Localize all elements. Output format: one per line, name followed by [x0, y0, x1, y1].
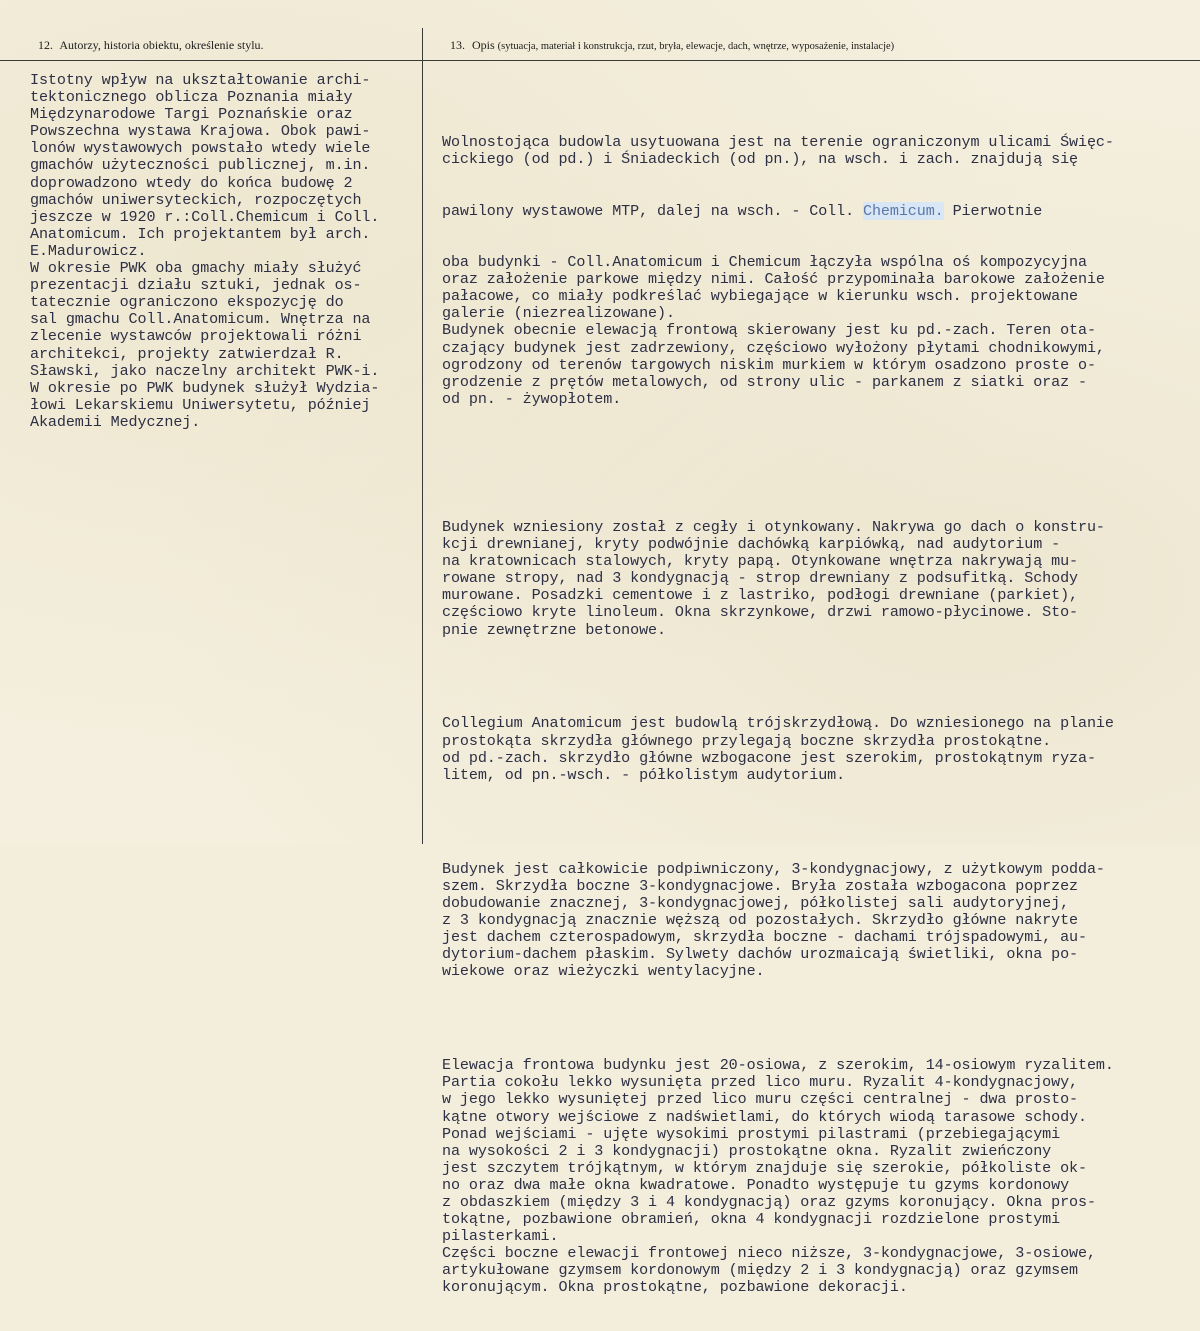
text-line: doprowadzono wtedy do końca budowę 2 — [30, 173, 353, 192]
text-line: jest szczytem trójkątnym, w którym znajduje się szerokie, półkoliste ok- — [442, 1158, 1087, 1177]
text-line: kątne otwory wejściowe z nadświetlami, do których wiodą tarasowe schody. — [442, 1107, 1087, 1126]
text-line: oba budynki - Coll.Anatomicum i Chemicum łączyła wspólna oś kompozycyjna — [442, 253, 1087, 272]
text-line: prezentacji działu sztuki, jednak os- — [30, 276, 362, 295]
text-line: W okresie po PWK budynek służył Wydzia- — [30, 378, 380, 397]
text-line: Części boczne elewacji frontowej nieco niższe, 3-kondygnacjowe, 3-osiowe, — [442, 1244, 1096, 1263]
text-line: Collegium Anatomicum jest budowlą trójskrzydłową. Do wzniesionego na planie — [442, 714, 1114, 733]
text-line: Partia cokołu lekko wysunięta przed lico muru. Ryzalit 4-kondygnacjowy, — [442, 1073, 1078, 1092]
text-line: jest dachem czterospadowym, skrzydła boczne - dachami trójspadowymi, au- — [442, 928, 1087, 947]
text-line: z 3 kondygnacją znacznie węższą od pozostałych. Skrzydło główne nakryte — [442, 911, 1078, 929]
description-paragraph-situation — [442, 100, 1114, 442]
authors-history-text — [30, 72, 379, 431]
text-line: na wysokości 2 i 3 kondygnacji) prostokątne okna. Ryzalit zwieńczony — [442, 1141, 1052, 1160]
description-paragraph-mass — [442, 861, 1114, 981]
description-paragraph-materials — [442, 519, 1114, 639]
text-line: W okresie PWK oba gmachy miały służyć — [30, 259, 362, 278]
text-line: architekci, projekty zatwierdzał R. — [30, 344, 344, 363]
description-text — [442, 66, 1114, 1331]
text-line: pałacowe, co miały podkreślać wybiegające w kierunku wsch. projektowane — [442, 287, 1078, 306]
text-line: tatecznie ograniczono ekspozycję do — [30, 293, 344, 312]
text-line: litem, od pn.-wsch. - półkolistym audytorium. — [442, 765, 846, 784]
text-line: grodzenie z prętów metalowych, od strony ulic - parkanem z siatki oraz - — [442, 372, 1087, 391]
text-line: łowi Lekarskiemu Uniwersytetu, później — [30, 395, 371, 414]
text-line: no oraz dwa małe okna kwadratowe. Ponadto występuje tu gzyms kordonowy — [442, 1175, 1070, 1194]
text-line: E.Madurowicz. — [30, 241, 147, 260]
text-line: tektonicznego oblicza Poznania miały — [30, 88, 353, 107]
text-line: Elewacja frontowa budynku jest 20-osiowa, z szerokim, 14-osiowym ryzalitem. — [442, 1056, 1114, 1075]
text-line: gmachów użyteczności publicznej, m.in. — [30, 156, 371, 175]
text-line: Budynek jest całkowicie podpiwniczony, 3-kondygnacjowy, z użytkowym podda- — [442, 859, 1105, 878]
text-line: od pd.-zach. skrzydło główne wzbogacone jest szerokim, prostokątnym ryza- — [442, 748, 1096, 767]
text-line: na kratownicach stalowych, kryty papą. Otynkowane wnętrza nakrywają mu- — [442, 552, 1078, 571]
text-line: gmachów uniwersyteckich, rozpoczętych — [30, 190, 362, 209]
text-line: od pn. - żywopłotem. — [442, 389, 622, 408]
text-line: Anatomicum. Ich projektantem był arch. — [30, 224, 371, 243]
text-line: ogrodzony od terenów targowych niskim murkiem w którym osadzono proste o- — [442, 355, 1096, 374]
header-rule — [0, 60, 1200, 61]
text-line: koronującym. Okna prostokątne, pozbawione dekoracji. — [442, 1278, 908, 1297]
text-line: tokątne, pozbawione obramień, okna 4 kondygnacji rozdzielone prostymi — [442, 1210, 1061, 1229]
text-line: Budynek obecnie elewacją frontową skierowany jest ku pd.-zach. Teren ota- — [442, 321, 1096, 340]
section-12-header — [38, 38, 264, 53]
text-line: dobudowanie znacznej, 3-kondygnacjowej, półkolistej sali audytoryjnej, — [442, 893, 1070, 912]
text-line: dytorium-dachem płaskim. Sylwety dachów urozmaicają świetliki, okna po- — [442, 945, 1078, 964]
text-line: sal gmachu Coll.Anatomicum. Wnętrza na — [30, 310, 371, 329]
text-line: murowane. Posadzki cementowe i z lastriko, podłogi drewniane (parkiet), — [442, 586, 1078, 605]
text-line: jeszcze w 1920 r.:Coll.Chemicum i Coll. — [30, 207, 380, 226]
text-line: Powszechna wystawa Krajowa. Obok pawi- — [30, 122, 371, 141]
text-line: z obdaszkiem (między 3 i 4 kondygnacją) oraz gzyms koronujący. Okna pros- — [442, 1193, 1096, 1211]
text-line: rowane stropy, nad 3 kondygnacją - strop drewniany z podsufitką. Schody — [442, 569, 1078, 588]
text-line: kcji drewnianej, kryty podwójnie dachówką karpiówką, nad audytorium - — [442, 535, 1061, 554]
text-line: Wolnostojąca budowla usytuowana jest na terenie ograniczonym ulicami Święc- — [442, 133, 1114, 152]
text-line: Ponad wejściami - ujęte wysokimi prostymi pilastrami (przebiegającymi — [442, 1124, 1061, 1143]
text-line: lonów wystawowych powstało wtedy wiele — [30, 139, 371, 158]
section-12-number: 12. — [38, 38, 53, 52]
text-line: Międzynarodowe Targi Poznańskie oraz — [30, 105, 353, 124]
text-line: prostokąta skrzydła głównego przylegają boczne skrzydła prostokątne. — [442, 731, 1052, 750]
text-line: częściowo kryte linoleum. Okna skrzynkowe, drzwi ramowo-płycinowe. Sto- — [442, 603, 1078, 622]
text-line: pilasterkami. — [442, 1227, 559, 1246]
section-13-number: 13. — [450, 38, 465, 52]
highlighted-word: Chemicum. — [863, 201, 944, 220]
text-line: oraz założenie parkowe między nimi. Całość przypominała barokowe założenie — [442, 270, 1105, 289]
description-paragraph-elevation — [442, 1057, 1114, 1296]
text-line: pawilony wystawowe MTP, dalej na wsch. - Coll. Chemicum. Pierwotnie — [442, 201, 1043, 220]
text-line: cickiego (od pd.) i Śniadeckich (od pn.), na wsch. i zach. znajdują się — [442, 150, 1078, 169]
text-line: Akademii Medycznej. — [30, 412, 201, 431]
text-line: Budynek wzniesiony został z cegły i otynkowany. Nakrywa go dach o konstru- — [442, 517, 1105, 536]
section-13-header — [450, 38, 894, 53]
text-line: Sławski, jako naczelny architekt PWK-i. — [30, 361, 380, 380]
text-line: szem. Skrzydła boczne 3-kondygnacjowe. Bryła została wzbogacona poprzez — [442, 876, 1078, 895]
section-12-title: Autorzy, historia obiektu, określenie stylu. — [59, 38, 264, 52]
text-line: czający budynek jest zadrzewiony, częściowo wyłożony płytami chodnikowymi, — [442, 338, 1105, 357]
text-line: wiekowe oraz wieżyczki wentylacyjne. — [442, 962, 765, 981]
text-line: artykułowane gzymsem kordonowym (między 2 i 3 kondygnacją) oraz gzymsem — [442, 1261, 1078, 1280]
text-line: Istotny wpływ na ukształtowanie archi- — [30, 71, 371, 89]
text-line: galerie (niezrealizowane). — [442, 304, 675, 323]
section-13-title: Opis — [472, 38, 495, 52]
text-line: zlecenie wystawców projektowali różni — [30, 327, 362, 346]
description-paragraph-plan — [442, 715, 1114, 783]
text-line: pnie zewnętrzne betonowe. — [442, 620, 666, 639]
text-line: w jego lekko wysuniętej przed lico muru części centralnej - dwa prosto- — [442, 1090, 1078, 1109]
section-13-subtitle: (sytuacja, materiał i konstrukcja, rzut, bryła, elewacje, dach, wnętrze, wyposażenie, instalacje) — [497, 41, 895, 52]
column-divider — [422, 28, 423, 844]
